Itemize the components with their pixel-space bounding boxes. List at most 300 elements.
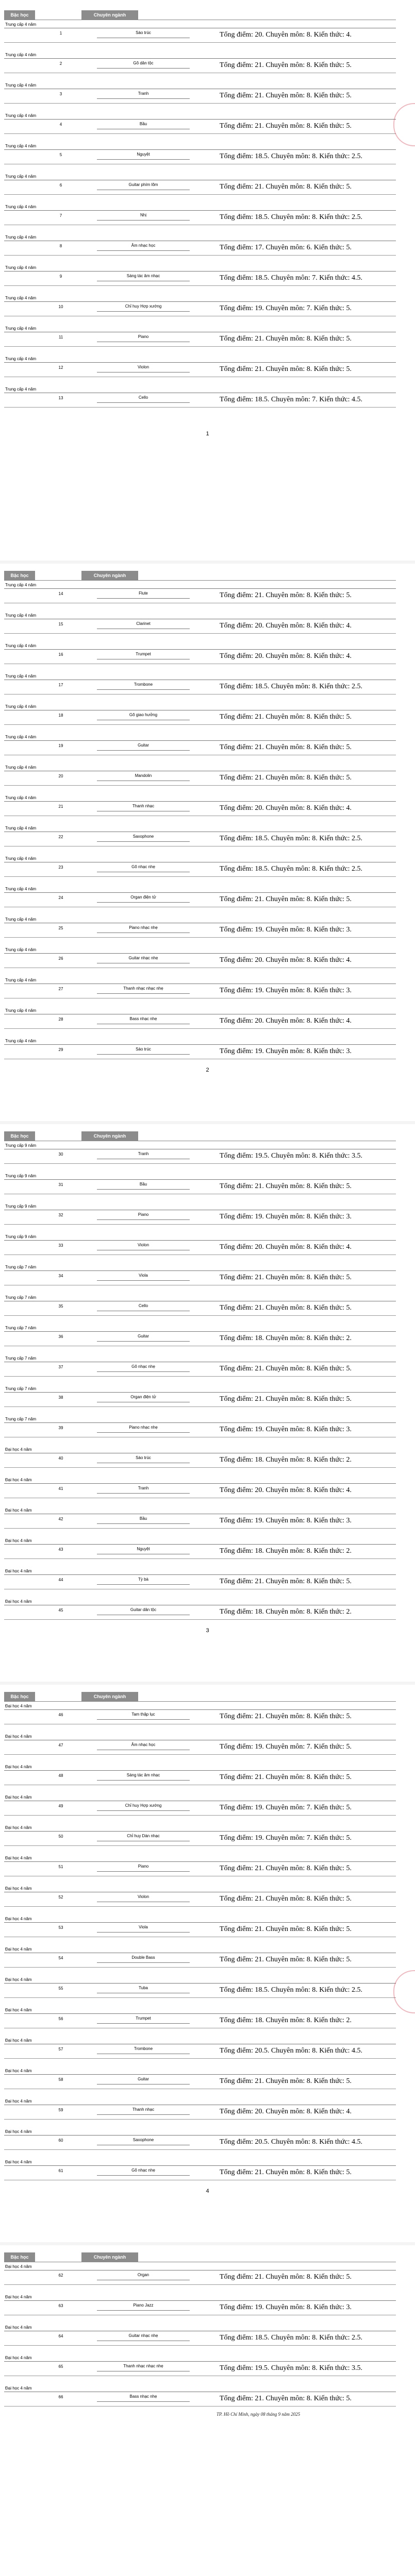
record-level: Trung cấp 4 năm [5, 978, 37, 982]
signing-place-date: TP. Hồ Chí Minh, ngày 08 tháng 9 năm 2025 [217, 2412, 301, 2417]
record-row [4, 22, 396, 52]
record-score: Tổng điểm: 21. Chuyên môn: 8. Kiến thức: 5. [220, 122, 352, 130]
record-rule [4, 1392, 396, 1393]
record-row [4, 386, 396, 417]
record-row [4, 2355, 396, 2385]
record-level: Đại học 4 năm [5, 1886, 32, 1891]
record-number: 32 [58, 1213, 63, 1217]
record-score: Tổng điểm: 20. Chuyên môn: 8. Kiến thức: 4. [220, 956, 352, 964]
record-separator [4, 1997, 396, 1998]
record-level: Trung cấp 4 năm [5, 947, 37, 952]
record-score: Tổng điểm: 18.5. Chuyên môn: 8. Kiến thức: 2.5. [220, 213, 363, 221]
record-row [4, 1916, 396, 1946]
major-underline [97, 689, 190, 690]
record-score: Tổng điểm: 20.5. Chuyên môn: 8. Kiến thức: 4.5. [220, 2138, 363, 2146]
record-row [4, 765, 396, 795]
record-major: Thanh nhạc nhạc nhẹ [123, 986, 163, 991]
record-number: 48 [58, 1773, 63, 1778]
major-underline [97, 902, 190, 903]
record-level: Trung cấp 7 năm [5, 1295, 37, 1300]
record-score: Tổng điểm: 21. Chuyên môn: 8. Kiến thức: 5. [220, 1182, 352, 1190]
record-score: Tổng điểm: 21. Chuyên môn: 8. Kiến thức: 5. [220, 365, 352, 373]
record-level: Trung cấp 4 năm [5, 174, 37, 179]
record-number: 46 [58, 1713, 63, 1717]
record-number: 52 [58, 1895, 63, 1900]
major-underline [97, 1719, 190, 1720]
record-row [4, 2098, 396, 2129]
record-separator [4, 724, 396, 725]
major-underline [97, 1054, 190, 1055]
major-underline [97, 1810, 190, 1811]
major-underline [97, 1523, 190, 1524]
record-number: 50 [58, 1834, 63, 1839]
table-header [4, 2252, 396, 2262]
record-major: Clarinet [136, 621, 151, 626]
record-row [4, 886, 396, 917]
record-score: Tổng điểm: 20. Chuyên môn: 8. Kiến thức: 4. [220, 31, 352, 39]
record-row [4, 1886, 396, 1916]
record-major: Violon [137, 1894, 150, 1899]
record-rule [4, 301, 396, 302]
record-major: Tranh [138, 1486, 149, 1490]
record-major: Tranh [138, 1151, 149, 1156]
record-row [4, 2385, 396, 2416]
record-score: Tổng điểm: 19. Chuyên môn: 8. Kiến thức: 3. [220, 1047, 352, 1055]
record-row [4, 82, 396, 113]
record-score: Tổng điểm: 21. Chuyên môn: 8. Kiến thức: 5. [220, 61, 352, 69]
header-major: Chuyên ngành [81, 571, 138, 581]
record-row [4, 643, 396, 673]
record-level: Trung cấp 9 năm [5, 1143, 37, 1148]
major-underline [97, 598, 190, 599]
record-level: Đại học 4 năm [5, 2129, 32, 2134]
record-number: 13 [58, 396, 63, 400]
record-level: Trung cấp 4 năm [5, 83, 37, 88]
record-score: Tổng điểm: 19. Chuyên môn: 7. Kiến thức: 5. [220, 1743, 352, 1751]
record-level: Trung cấp 4 năm [5, 1039, 37, 1043]
table-header [4, 1692, 396, 1702]
document-page [0, 0, 415, 561]
record-score: Tổng điểm: 20. Chuyên môn: 8. Kiến thức: 4. [220, 652, 352, 660]
record-number: 10 [58, 304, 63, 309]
record-number: 31 [58, 1182, 63, 1187]
record-level: Đại học 4 năm [5, 2264, 32, 2269]
major-underline [97, 2023, 190, 2024]
major-underline [97, 1962, 190, 1963]
record-number: 63 [58, 2303, 63, 2308]
record-separator [4, 785, 396, 786]
record-major: Thanh nhạc [132, 2107, 155, 2112]
record-major: Violon [137, 1243, 150, 1247]
record-level: Đại học 4 năm [5, 1795, 32, 1800]
record-number: 28 [58, 1017, 63, 1022]
page-gap [0, 2242, 415, 2245]
record-number: 54 [58, 1956, 63, 1960]
record-number: 39 [58, 1426, 63, 1430]
record-separator [4, 1967, 396, 1968]
record-score: Tổng điểm: 18.5. Chuyên môn: 8. Kiến thức: 2.5. [220, 683, 363, 690]
record-major: Guitar nhạc nhẹ [128, 2333, 158, 2338]
record-score: Tổng điểm: 21. Chuyên môn: 8. Kiến thức: 5. [220, 335, 352, 343]
record-number: 64 [58, 2334, 63, 2338]
record-row [4, 1295, 396, 1325]
record-score: Tổng điểm: 19. Chuyên môn: 8. Kiến thức: 3. [220, 926, 352, 934]
record-score: Tổng điểm: 21. Chuyên môn: 8. Kiến thức: 5. [220, 1773, 352, 1781]
major-underline [97, 220, 190, 221]
record-major: Guitar [138, 2077, 149, 2081]
record-number: 29 [58, 1047, 63, 1052]
record-level: Trung cấp 4 năm [5, 1008, 37, 1013]
record-score: Tổng điểm: 19. Chuyên môn: 8. Kiến thức: 3. [220, 2303, 352, 2311]
header-major: Chuyên ngành [81, 10, 138, 20]
record-number: 58 [58, 2077, 63, 2082]
record-separator [4, 285, 396, 286]
record-rule [4, 2135, 396, 2136]
record-level: Trung cấp 4 năm [5, 296, 37, 300]
major-underline [97, 750, 190, 751]
record-major: Organ [137, 2273, 150, 2277]
record-number: 56 [58, 2016, 63, 2021]
record-major: Violon [137, 365, 150, 369]
record-row [4, 1204, 396, 1234]
record-level: Trung cấp 4 năm [5, 53, 37, 57]
record-score: Tổng điểm: 19. Chuyên môn: 8. Kiến thức: 3. [220, 1426, 352, 1433]
record-level: Trung cấp 7 năm [5, 1386, 37, 1391]
record-major: Bầu [139, 1516, 147, 1521]
record-level: Đại học 4 năm [5, 1478, 32, 1482]
record-number: 59 [58, 2108, 63, 2112]
record-row [4, 1507, 396, 1538]
record-separator [4, 876, 396, 877]
table-header [4, 1131, 396, 1141]
record-level: Trung cấp 7 năm [5, 1356, 37, 1361]
major-underline [97, 1871, 190, 1872]
record-major: Sáo trúc [136, 1047, 151, 1052]
record-rule [4, 119, 396, 120]
record-row [4, 265, 396, 295]
record-row [4, 1386, 396, 1416]
record-number: 2 [59, 61, 62, 66]
record-row [4, 1703, 396, 1734]
record-score: Tổng điểm: 18.5. Chuyên môn: 7. Kiến thức: 4.5. [220, 274, 363, 282]
record-major: Piano [138, 1864, 149, 1869]
record-separator [4, 2119, 396, 2120]
record-separator [4, 1163, 396, 1164]
record-rule [4, 649, 396, 650]
record-separator [4, 1528, 396, 1529]
record-major: Piano [138, 1212, 149, 1217]
page-number: 3 [206, 1628, 209, 1634]
major-underline [97, 2175, 190, 2176]
record-rule [4, 362, 396, 363]
record-level: Đại học 4 năm [5, 1734, 32, 1739]
record-score: Tổng điểm: 17. Chuyên môn: 6. Kiến thức: 5. [220, 244, 352, 251]
record-row [4, 1143, 396, 1173]
record-separator [4, 1906, 396, 1907]
record-major: Âm nhạc học [131, 243, 156, 248]
record-number: 37 [58, 1365, 63, 1369]
major-underline [97, 1493, 190, 1494]
record-score: Tổng điểm: 21. Chuyên môn: 8. Kiến thức: 5. [220, 92, 352, 99]
record-level: Trung cấp 4 năm [5, 235, 37, 240]
record-level: Đại học 4 năm [5, 1917, 32, 1921]
record-number: 27 [58, 987, 63, 991]
record-row [4, 52, 396, 82]
record-separator [4, 346, 396, 347]
record-rule [4, 58, 396, 59]
record-rule [4, 953, 396, 954]
record-row [4, 143, 396, 174]
major-underline [97, 2114, 190, 2115]
record-number: 8 [59, 244, 62, 248]
record-level: Trung cấp 9 năm [5, 1174, 37, 1178]
record-level: Trung cấp 4 năm [5, 113, 37, 118]
record-row [4, 1825, 396, 1855]
record-level: Đại học 4 năm [5, 1947, 32, 1952]
record-level: Đại học 4 năm [5, 2038, 32, 2043]
header-major: Chuyên ngành [81, 2252, 138, 2262]
record-level: Đại học 4 năm [5, 2295, 32, 2299]
record-major: Cello [138, 395, 148, 400]
record-score: Tổng điểm: 18. Chuyên môn: 8. Kiến thức: 2. [220, 1608, 352, 1616]
record-row [4, 1447, 396, 1477]
record-rule [4, 2300, 396, 2301]
header-level: Bậc học [4, 2252, 35, 2262]
record-number: 7 [59, 213, 62, 218]
record-row [4, 582, 396, 613]
record-level: Đại học 4 năm [5, 1977, 32, 1982]
record-separator [4, 1406, 396, 1407]
record-row [4, 1325, 396, 1355]
record-number: 5 [59, 152, 62, 157]
record-number: 21 [58, 804, 63, 809]
record-score: Tổng điểm: 18.5. Chuyên môn: 7. Kiến thức: 4.5. [220, 396, 363, 403]
record-number: 62 [58, 2273, 63, 2278]
record-number: 57 [58, 2047, 63, 2052]
record-row [4, 856, 396, 886]
record-major: Piano [138, 334, 149, 339]
document-page [0, 2242, 415, 2576]
record-separator [4, 633, 396, 634]
record-row [4, 2068, 396, 2098]
record-score: Tổng điểm: 18.5. Chuyên môn: 8. Kiến thức: 2.5. [220, 865, 363, 873]
record-number: 17 [58, 683, 63, 687]
record-score: Tổng điểm: 20. Chuyên môn: 8. Kiến thức: 4. [220, 1017, 352, 1025]
record-score: Tổng điểm: 19. Chuyên môn: 8. Kiến thức: 3. [220, 987, 352, 994]
record-major: Sáng tác âm nhạc [126, 274, 160, 278]
record-major: Guitar dân tộc [130, 1607, 157, 1612]
record-row [4, 2264, 396, 2294]
page-number: 4 [206, 2188, 209, 2194]
record-row [4, 673, 396, 704]
record-rule [4, 271, 396, 272]
record-major: Piano nhạc nhẹ [129, 1425, 158, 1430]
major-underline [97, 1780, 190, 1781]
record-major: Trombone [134, 682, 153, 687]
record-major: Sáng tác âm nhạc [126, 1773, 160, 1777]
record-number: 36 [58, 1334, 63, 1339]
record-level: Trung cấp 4 năm [5, 265, 37, 270]
record-row [4, 825, 396, 856]
table-header [4, 10, 396, 20]
record-level: Trung cấp 4 năm [5, 144, 37, 148]
record-level: Đại học 4 năm [5, 2386, 32, 2391]
record-level: Trung cấp 4 năm [5, 795, 37, 800]
record-major: Tranh [138, 91, 149, 96]
record-score: Tổng điểm: 21. Chuyên môn: 8. Kiến thức: 5. [220, 713, 352, 721]
record-number: 23 [58, 865, 63, 870]
record-level: Đại học 4 năm [5, 1599, 32, 1604]
major-underline [97, 2401, 190, 2402]
record-major: Guitar [138, 1334, 149, 1338]
record-separator [4, 1224, 396, 1225]
record-level: Trung cấp 4 năm [5, 613, 37, 618]
record-rule [4, 1483, 396, 1484]
record-row [4, 1734, 396, 1764]
record-rule [4, 1983, 396, 1984]
record-rule [4, 1270, 396, 1271]
record-score: Tổng điểm: 21. Chuyên môn: 8. Kiến thức: 5. [220, 2395, 352, 2402]
record-level: Trung cấp 4 năm [5, 704, 37, 709]
record-rule [4, 1544, 396, 1545]
record-rule [4, 1709, 396, 1710]
record-level: Trung cấp 4 năm [5, 917, 37, 922]
record-row [4, 1946, 396, 1977]
record-major: Viola [139, 1925, 148, 1929]
record-rule [4, 1770, 396, 1771]
record-separator [4, 2284, 396, 2285]
record-level: Trung cấp 4 năm [5, 583, 37, 587]
record-number: 60 [58, 2138, 63, 2143]
major-underline [97, 1371, 190, 1372]
record-major: Âm nhạc học [131, 1742, 156, 1747]
record-row [4, 1568, 396, 1599]
red-seal-stamp [393, 103, 415, 146]
record-number: 22 [58, 835, 63, 839]
record-number: 61 [58, 2168, 63, 2173]
record-number: 15 [58, 622, 63, 626]
record-score: Tổng điểm: 20.5. Chuyên môn: 8. Kiến thức: 4.5. [220, 2047, 363, 2055]
record-score: Tổng điểm: 21. Chuyên môn: 8. Kiến thức: 5. [220, 2077, 352, 2085]
record-separator [4, 103, 396, 104]
record-number: 51 [58, 1865, 63, 1869]
record-score: Tổng điểm: 21. Chuyên môn: 8. Kiến thức: 5. [220, 1395, 352, 1403]
record-score: Tổng điểm: 19.5. Chuyên môn: 8. Kiến thức: 3.5. [220, 2364, 363, 2372]
record-separator [4, 1754, 396, 1755]
record-separator [4, 2058, 396, 2059]
record-number: 42 [58, 1517, 63, 1521]
record-rule [4, 740, 396, 741]
record-number: 12 [58, 365, 63, 370]
record-row [4, 1008, 396, 1038]
record-number: 33 [58, 1243, 63, 1248]
record-number: 14 [58, 591, 63, 596]
header-level: Bậc học [4, 571, 35, 581]
record-row [4, 295, 396, 326]
document-page [0, 561, 415, 1121]
record-rule [4, 1422, 396, 1423]
record-row [4, 2294, 396, 2325]
document-page [0, 1682, 415, 2242]
record-major: Saxophone [132, 834, 154, 839]
major-underline [97, 1219, 190, 1220]
record-major: Thanh nhạc nhạc nhẹ [123, 2364, 163, 2368]
record-level: Đại học 4 năm [5, 2355, 32, 2360]
record-row [4, 1855, 396, 1886]
header-major: Chuyên ngành [81, 1131, 138, 1141]
major-underline [97, 1341, 190, 1342]
record-separator [4, 42, 396, 43]
record-rule [4, 801, 396, 802]
table-header [4, 571, 396, 581]
record-major: Guitar nhạc nhẹ [128, 956, 158, 960]
record-score: Tổng điểm: 20. Chuyên môn: 8. Kiến thức: 4. [220, 1243, 352, 1251]
record-row [4, 356, 396, 386]
record-major: Trumpet [136, 2016, 151, 2021]
record-major: Chỉ huy Hợp xướng [125, 304, 162, 309]
record-row [4, 326, 396, 356]
record-level: Đại học 4 năm [5, 1704, 32, 1708]
record-number: 18 [58, 713, 63, 718]
record-rule [4, 149, 396, 150]
record-major: Cello [138, 1303, 148, 1308]
record-level: Trung cấp 4 năm [5, 674, 37, 679]
record-score: Tổng điểm: 21. Chuyên môn: 8. Kiến thức: 5. [220, 774, 352, 782]
record-row [4, 795, 396, 825]
record-score: Tổng điểm: 19. Chuyên môn: 8. Kiến thức: 3. [220, 1213, 352, 1221]
record-major: Viola [139, 1273, 148, 1278]
record-score: Tổng điểm: 18.5. Chuyên môn: 8. Kiến thức: 2.5. [220, 835, 363, 842]
record-level: Trung cấp 4 năm [5, 765, 37, 770]
record-rule [4, 2074, 396, 2075]
major-underline [97, 2310, 190, 2311]
header-rule [4, 1701, 396, 1702]
record-number: 35 [58, 1304, 63, 1309]
header-level: Bậc học [4, 10, 35, 20]
major-underline [97, 311, 190, 312]
record-score: Tổng điểm: 19. Chuyên môn: 7. Kiến thức: 5. [220, 1834, 352, 1842]
record-level: Đại học 4 năm [5, 2160, 32, 2164]
record-number: 24 [58, 895, 63, 900]
major-underline [97, 68, 190, 69]
record-major: Gõ nhạc nhẹ [131, 1364, 155, 1369]
record-number: 26 [58, 956, 63, 961]
record-score: Tổng điểm: 21. Chuyên môn: 8. Kiến thức: 5. [220, 1578, 352, 1585]
record-score: Tổng điểm: 18.5. Chuyên môn: 8. Kiến thức: 2.5. [220, 152, 363, 160]
record-row [4, 1794, 396, 1825]
record-score: Tổng điểm: 21. Chuyên môn: 8. Kiến thức: 5. [220, 2168, 352, 2176]
record-separator [4, 1376, 396, 1377]
record-number: 65 [58, 2364, 63, 2369]
record-row [4, 917, 396, 947]
record-rule [4, 1331, 396, 1332]
record-separator [4, 194, 396, 195]
record-separator [4, 1028, 396, 1029]
record-row [4, 174, 396, 204]
record-major: Guitar [138, 743, 149, 748]
record-separator [4, 1815, 396, 1816]
red-seal-stamp [393, 1970, 415, 2013]
record-major: Sáo trúc [136, 30, 151, 35]
record-level: Trung cấp 4 năm [5, 735, 37, 739]
record-major: Piano Jazz [133, 2303, 154, 2308]
record-number: 55 [58, 1986, 63, 1991]
record-row [4, 734, 396, 765]
record-number: 20 [58, 774, 63, 778]
record-level: Trung cấp 7 năm [5, 1265, 37, 1269]
record-number: 43 [58, 1547, 63, 1552]
record-row [4, 1355, 396, 1386]
